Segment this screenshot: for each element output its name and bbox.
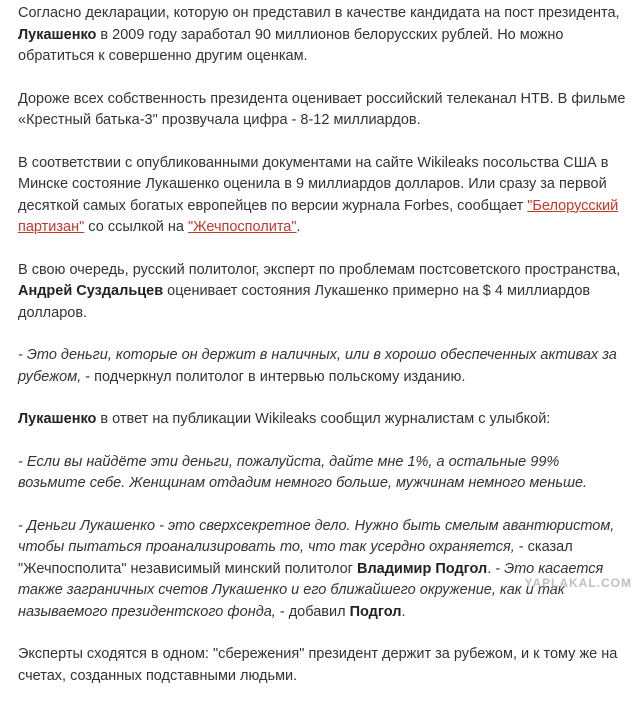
paragraph-declaration	[18, 3, 626, 68]
text: .	[401, 603, 406, 620]
link-zhechpospolita[interactable]: "Жечпосполита"	[188, 219, 297, 235]
text: Дороже всех собственность президента оценивает российский телеканал НТВ. В фильме «Крестный батька-3" прозвучала цифра - 8-12 миллиардов.	[18, 90, 626, 128]
text: .	[296, 219, 301, 235]
paragraph-response	[18, 409, 626, 431]
paragraph-podgol	[18, 516, 626, 624]
text: В соответствии с опубликованными документами на сайте Wikileaks посольства США в Минске состояние Лукашенко оценила в 9 миллиардов долларов. Или сразу за первой десяткой самых богатых европейцев по версии журнала Forbes, сообщает	[18, 154, 609, 214]
quote: - Если вы найдёте эти деньги, пожалуйста, дайте мне 1%, а остальные 99% возьмите себе. Женщинам отдадим немного больше, мужчинам немного меньше.	[18, 453, 588, 491]
quote: - Это деньги, которые он держит в наличных, или в хорошо обеспеченных активах за рубежом,	[18, 347, 617, 385]
text: В свою очередь, русский политолог, эксперт по проблемам постсоветского пространства,	[18, 261, 621, 278]
name-podgol: Подгол	[349, 603, 402, 620]
quote: - Деньги Лукашенко - это сверхсекретное дело. Нужно быть смелым авантюристом, чтобы пытаться проанализировать то, что так усердно охраняется,	[18, 517, 615, 555]
text: Эксперты сходятся в одном: "сбережения" президент держит за рубежом, и к тому же на счетах, созданных подставными людьми.	[18, 646, 618, 684]
quote: - Это касается также заграничных счетов Лукашенко и его ближайшего окружение, как и так называемого президентского фонда,	[18, 560, 604, 620]
text: Согласно декларации, которую он представил в качестве кандидата на пост президента,	[18, 5, 620, 21]
text: - сказал "Жечпосполита" независимый минский политолог	[18, 539, 573, 577]
text: со ссылкой на	[84, 219, 188, 235]
paragraph-ntv	[18, 89, 626, 132]
watermark-logo: YAPLAKAL.COM	[524, 575, 632, 590]
text: - добавил	[275, 603, 350, 620]
link-belorussky-partizan[interactable]: "Белорусский партизан"	[18, 197, 619, 235]
text: - подчеркнул политолог в интервью польскому изданию.	[81, 368, 466, 385]
paragraph-wikileaks	[18, 153, 626, 239]
name-suzdaltsev: Андрей Суздальцев	[18, 283, 164, 299]
text: в ответ на публикации Wikileaks сообщил журналистам с улыбкой:	[96, 411, 551, 427]
paragraph-suzdaltsev	[18, 260, 626, 325]
name-lukashenko: Лукашенко	[18, 26, 97, 43]
name-lukashenko: Лукашенко	[18, 411, 97, 427]
paragraph-experts	[18, 644, 626, 687]
text: .	[487, 560, 496, 577]
paragraph-quote-money	[18, 452, 626, 495]
article-body	[18, 3, 626, 708]
paragraph-quote-cash	[18, 345, 626, 388]
text: в 2009 году заработал 90 миллионов белорусских рублей. Но можно обратиться к совершенно другим оценкам.	[18, 26, 564, 64]
name-podgol: Владимир Подгол	[356, 560, 488, 577]
text: оценивает состояния Лукашенко примерно на $ 4 миллиардов долларов.	[18, 283, 591, 321]
